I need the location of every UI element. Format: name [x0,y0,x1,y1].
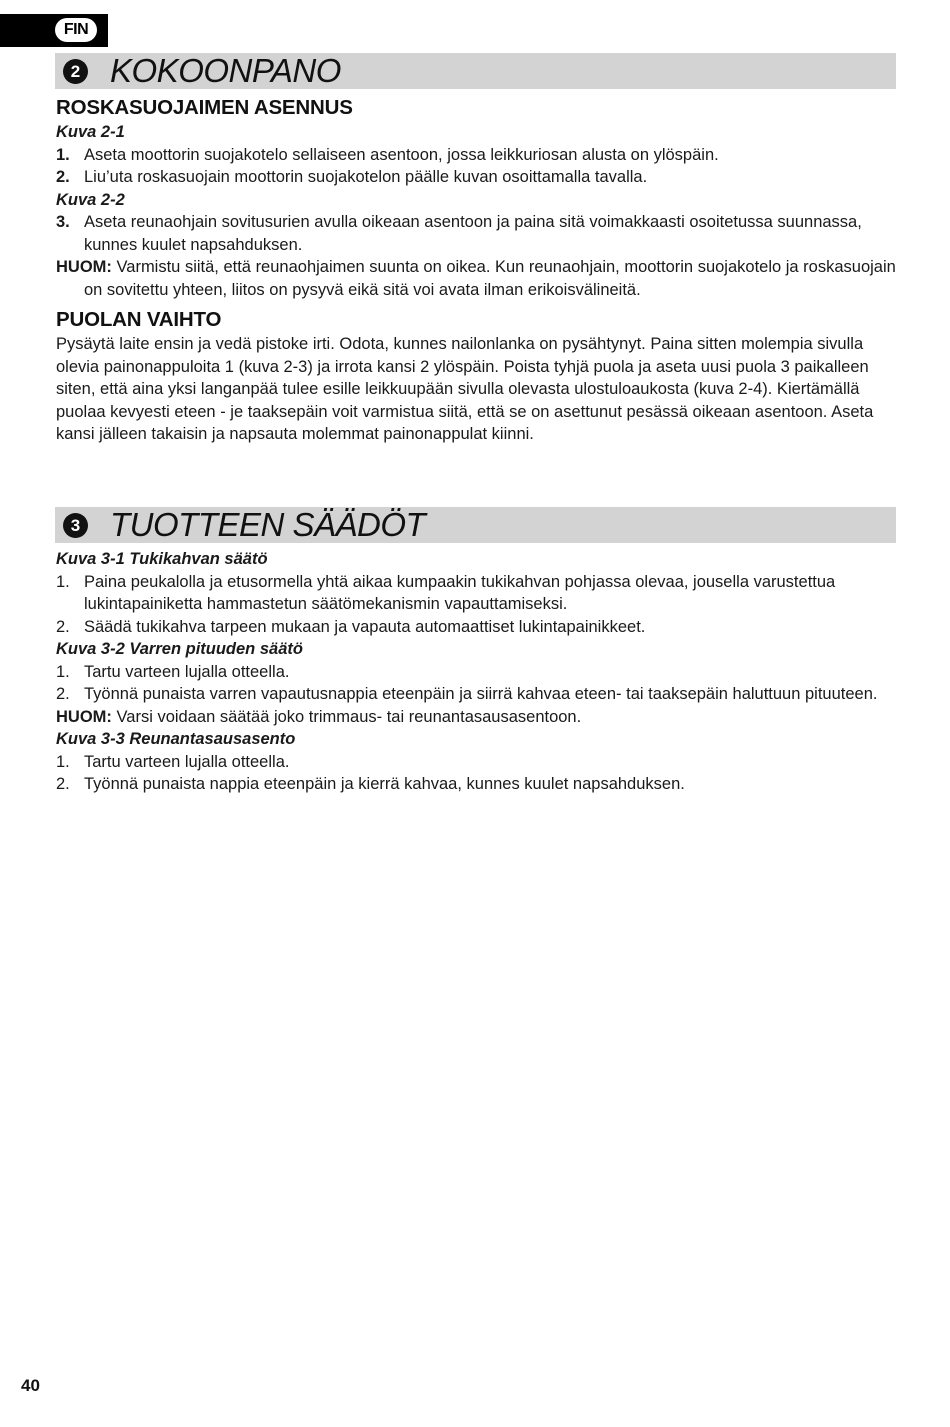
item-number: 2. [56,775,70,793]
list-item [56,166,896,189]
item-number: 1. [56,752,70,771]
item-text: Tartu varteen lujalla otteella. [84,662,290,681]
figure-label: Kuva 2-1 [56,123,125,141]
item-number: 2. [56,617,70,636]
note-text: Varmistu siitä, että reunaohjaimen suunta on oikea. Kun reunaohjain, moottorin suojakotelo ja roskasuojain on sovitettu yhteen, liitos on pysyvä eikä sitä voi avata ilman erikoisvälineitä. [84,258,896,299]
figure-label: Kuva 3-1 Tukikahvan säätö [56,550,268,568]
item-text: Säädä tukikahva tarpeen mukaan ja vapauta automaattiset lukintapainikkeet. [84,617,646,636]
list-item [56,144,896,167]
list-item [56,616,896,639]
section-adjustments-body [56,548,896,796]
item-text: Aseta moottorin suojakotelo sellaiseen asentoon, jossa leikkuriosan alusta on ylöspäin. [84,145,719,164]
note [56,256,896,301]
section-title: KOKOONPANO [110,52,341,89]
item-text: Työnnä punaista varren vapautusnappia eteenpäin ja siirrä kahvaa eteen- tai taaksepäin haluttuun pituuteen. [84,685,878,703]
list-item [56,211,896,256]
list-item [56,773,896,796]
figure-label: Kuva 3-3 Reunantasausasento [56,730,296,748]
item-text: Paina peukalolla ja etusormella yhtä aikaa kumpaakin tukikahvan pohjassa olevaa, jousella varustettua lukintapainiketta hammastetun säätömekanismin vapauttamiseksi. [84,572,836,613]
item-text: Liu’uta roskasuojain moottorin suojakotelon päälle kuvan osoittamalla tavalla. [84,168,648,186]
page-number: 40 [21,1376,40,1395]
section-title: TUOTTEEN SÄÄDÖT [110,506,426,543]
list-item [56,683,896,706]
subheading-debris-guard: ROSKASUOJAIMEN ASENNUS [56,96,353,119]
list-item [56,661,896,684]
section-header-assembly [55,53,896,89]
section-header-adjustments [55,507,896,543]
language-label: FIN [55,18,97,42]
list-item [56,751,896,774]
item-text: Aseta reunaohjain sovitusurien avulla oikeaan asentoon ja paina sitä voimakkaasti osoitetussa suunnassa, kunnes kuulet napsahduksen. [84,213,862,254]
item-number: 1. [56,145,70,164]
item-number: 3. [56,213,70,231]
section-number: 3 [63,513,88,538]
figure-label: Kuva 3-2 Varren pituuden säätö [56,640,303,658]
list-item [56,571,896,616]
item-number: 2. [56,168,70,186]
language-tab [0,14,108,47]
figure-label: Kuva 2-2 [56,190,125,209]
section-assembly-body [56,95,896,446]
item-text: Työnnä punaista nappia eteenpäin ja kierrä kahvaa, kunnes kuulet napsahduksen. [84,775,685,793]
item-number: 1. [56,572,70,591]
item-number: 2. [56,685,70,703]
item-number: 1. [56,662,70,681]
subheading-spool-change: PUOLAN VAIHTO [56,308,222,331]
note-label: HUOM: [56,707,112,726]
note-text: Varsi voidaan säätää joko trimmaus- tai reunantasausasentoon. [111,707,582,726]
item-text: Tartu varteen lujalla otteella. [84,752,290,771]
note-label: HUOM: [56,258,112,276]
section-number: 2 [63,59,88,84]
paragraph: Pysäytä laite ensin ja vedä pistoke irti. Odota, kunnes nailonlanka on pysähtynyt. Paina sitten molempia sivulla olevia painonappuloita 1 (kuva 2-3) ja irrota kansi 2 ylöspäin. Poista tyhjä puola ja aseta uusi puola 3 paikalleen siten, että aina yksi langanpää tulee esille leikkuupään sivulla olevasta ulostuloaukosta (kuva 2-4). Kiertämällä puolaa kevyesti eteen - je taaksepäin voit varmistua siitä, että se on asettunut pesässä oikeaan asentoon. Aseta kansi jälleen takaisin ja napsauta molemmat painonappulat kiinni. [56,335,874,443]
note [56,706,896,729]
